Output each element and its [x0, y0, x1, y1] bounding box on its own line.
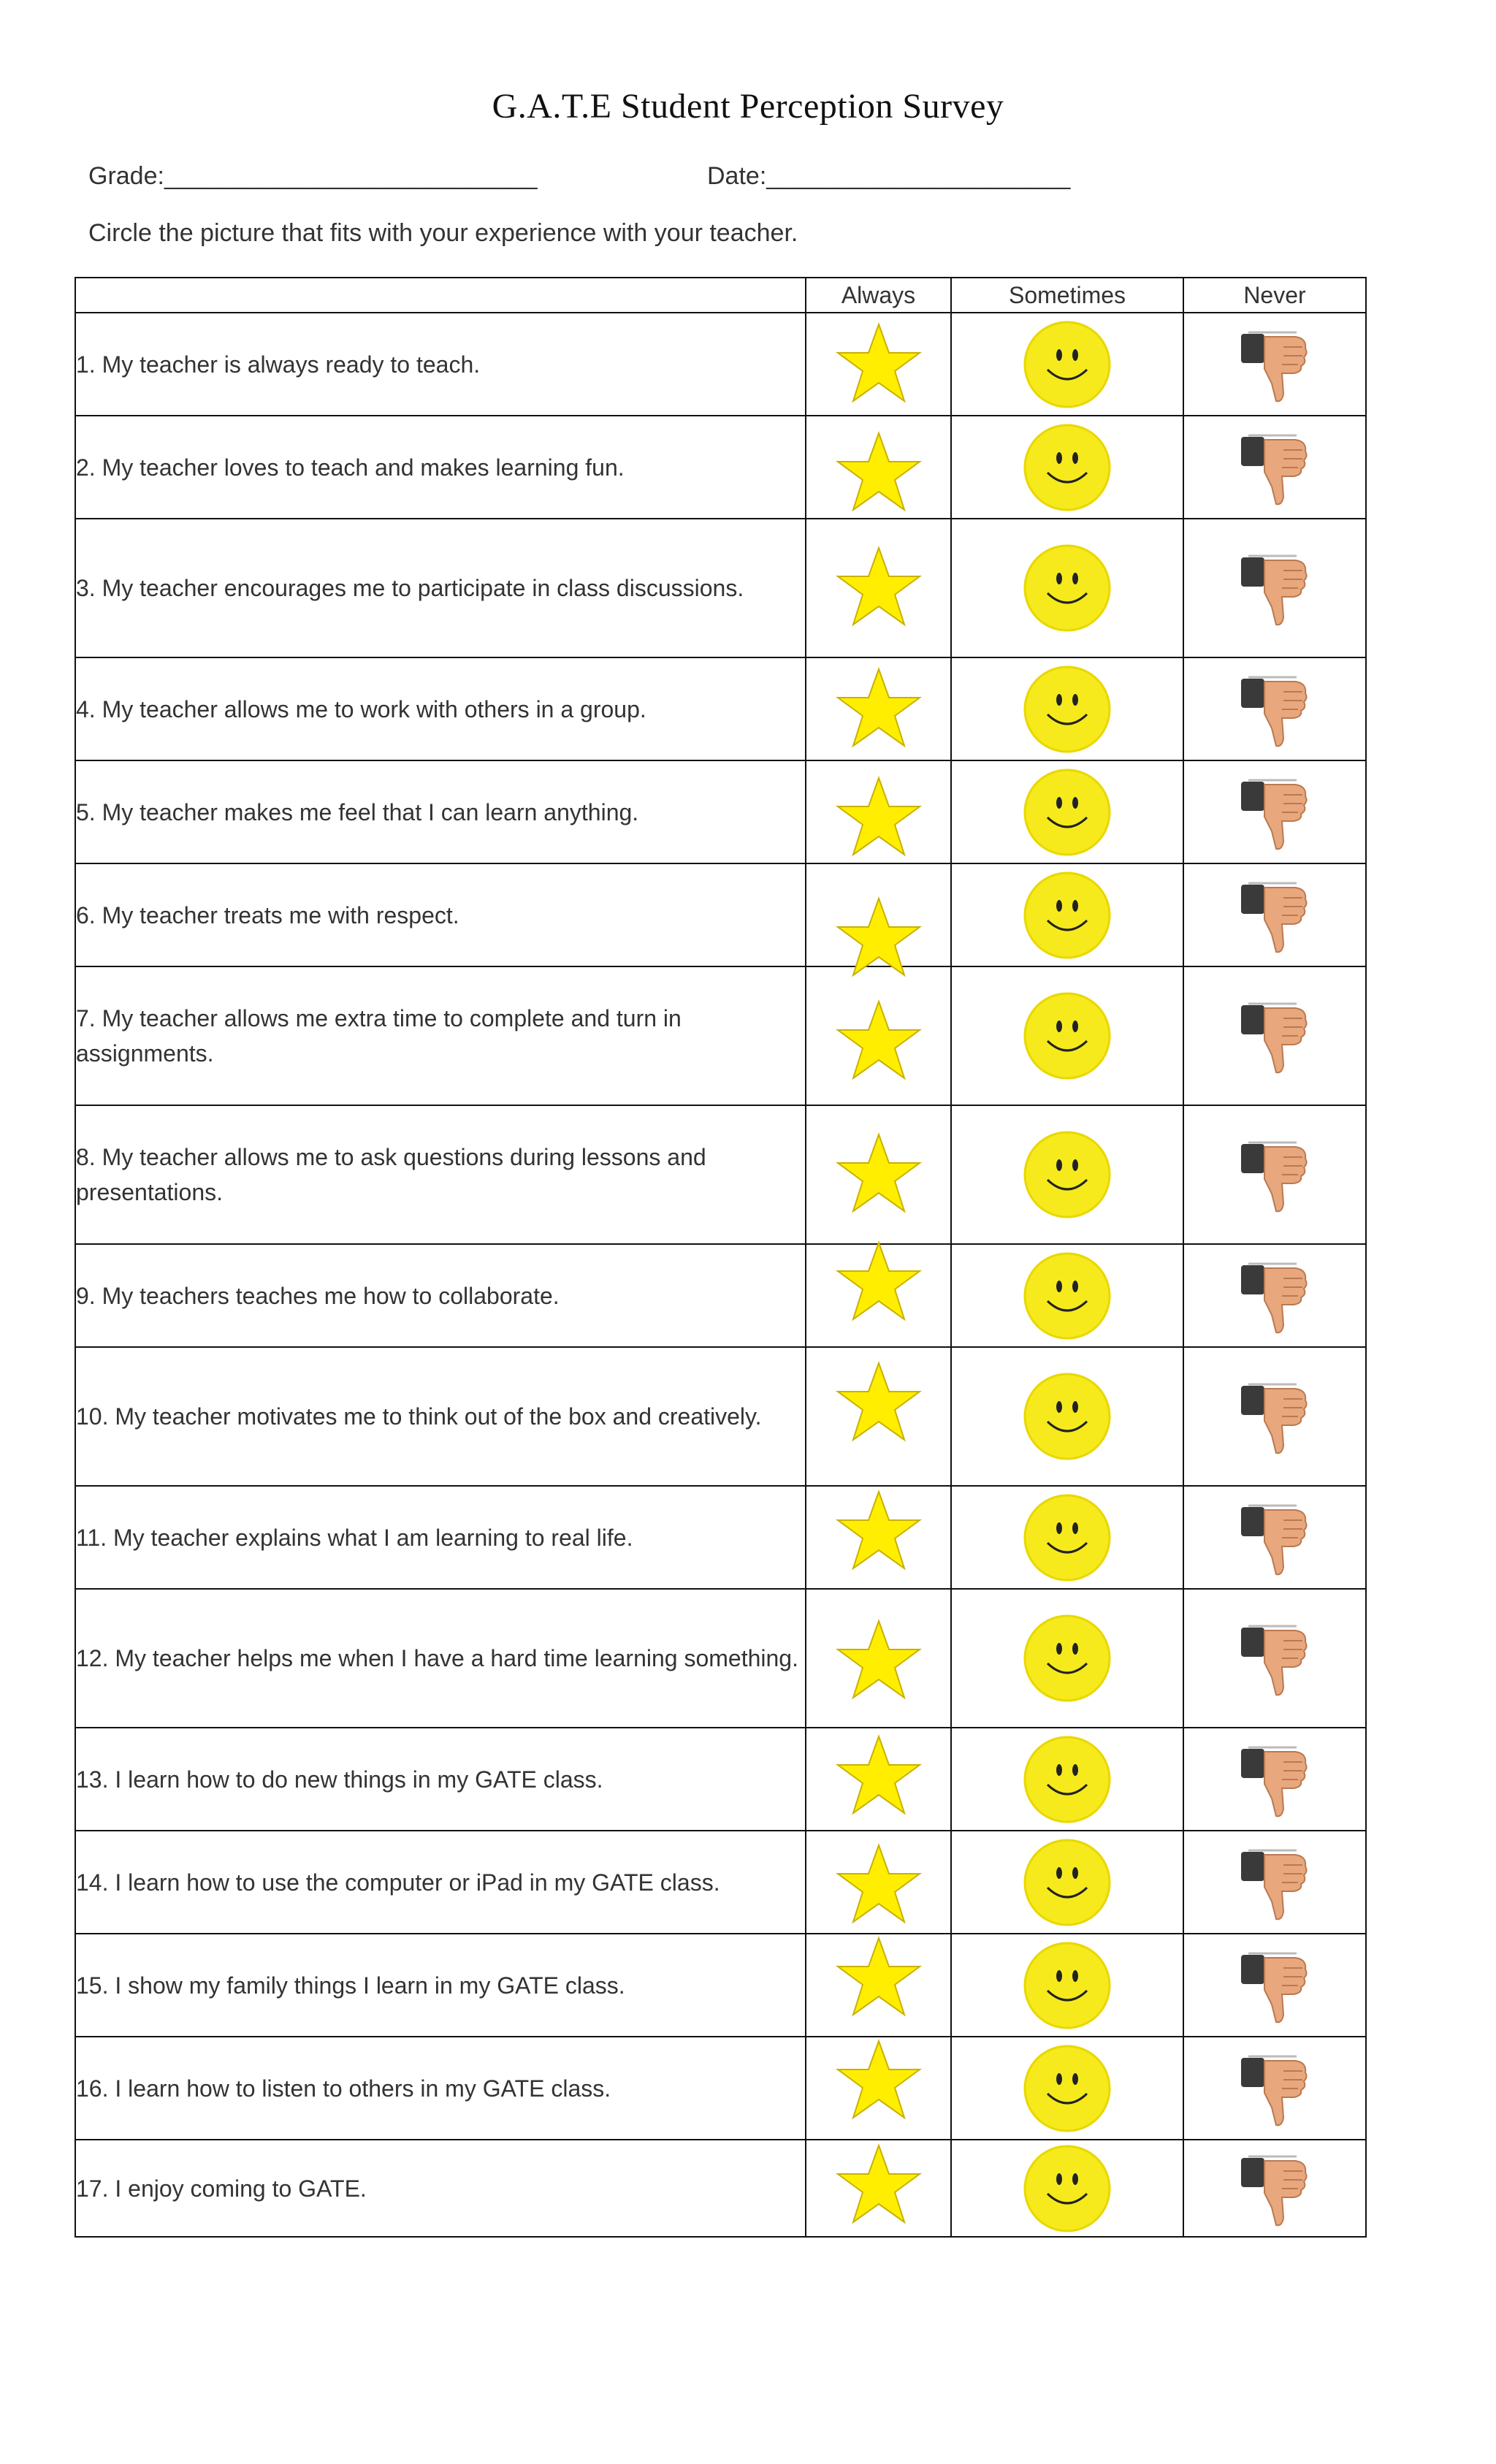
thumbs-down-icon[interactable]: [1231, 1131, 1318, 1218]
survey-row: [75, 1728, 1366, 1831]
thumbs-down-icon[interactable]: [1231, 1252, 1318, 1340]
question-text: 15. I show my family things I learn in my GATE class.: [75, 1934, 806, 2037]
star-icon[interactable]: [824, 665, 934, 753]
question-text: 6. My teacher treats me with respect.: [75, 863, 806, 966]
thumbs-down-icon[interactable]: [1231, 2145, 1318, 2232]
thumbs-down-icon[interactable]: [1231, 424, 1318, 511]
always-cell[interactable]: [806, 1934, 951, 2037]
sometimes-cell[interactable]: [951, 1105, 1183, 1244]
thumbs-down-icon[interactable]: [1231, 2045, 1318, 2132]
sometimes-cell[interactable]: [951, 313, 1183, 416]
question-text: 16. I learn how to listen to others in my GATE class.: [75, 2037, 806, 2140]
always-cell[interactable]: [806, 760, 951, 863]
question-text: 1. My teacher is always ready to teach.: [75, 313, 806, 416]
star-icon[interactable]: [824, 1617, 934, 1705]
page-title: G.A.T.E Student Perception Survey: [492, 87, 1004, 126]
sometimes-cell[interactable]: [951, 519, 1183, 657]
star-icon[interactable]: [824, 1842, 934, 1929]
never-cell[interactable]: [1183, 1244, 1366, 1347]
never-cell[interactable]: [1183, 966, 1366, 1105]
always-cell[interactable]: [806, 2037, 951, 2140]
question-text: 7. My teacher allows me extra time to complete and turn in assignments.: [75, 966, 806, 1105]
thumbs-down-icon[interactable]: [1231, 871, 1318, 959]
star-icon[interactable]: [824, 895, 934, 983]
survey-row: [75, 416, 1366, 519]
star-icon[interactable]: [824, 998, 934, 1086]
survey-table: [75, 277, 1367, 2238]
header-never: Never: [1183, 278, 1366, 313]
smiley-face-icon[interactable]: [1021, 990, 1113, 1082]
question-text: 5. My teacher makes me feel that I can learn anything.: [75, 760, 806, 863]
never-cell[interactable]: [1183, 657, 1366, 760]
star-icon[interactable]: [824, 1934, 934, 2022]
sometimes-cell[interactable]: [951, 416, 1183, 519]
sometimes-cell[interactable]: [951, 1347, 1183, 1486]
always-cell[interactable]: [806, 863, 951, 966]
header-sometimes: Sometimes: [951, 278, 1183, 313]
sometimes-cell[interactable]: [951, 760, 1183, 863]
never-cell[interactable]: [1183, 760, 1366, 863]
never-cell[interactable]: [1183, 313, 1366, 416]
always-cell[interactable]: [806, 1347, 951, 1486]
thumbs-down-icon[interactable]: [1231, 1942, 1318, 2029]
sometimes-cell[interactable]: [951, 1589, 1183, 1728]
star-icon[interactable]: [824, 1359, 934, 1447]
never-cell[interactable]: [1183, 1486, 1366, 1589]
question-text: 2. My teacher loves to teach and makes learning fun.: [75, 416, 806, 519]
thumbs-down-icon[interactable]: [1231, 665, 1318, 753]
survey-row: [75, 1934, 1366, 2037]
never-cell[interactable]: [1183, 2140, 1366, 2237]
never-cell[interactable]: [1183, 1934, 1366, 2037]
star-icon[interactable]: [824, 1131, 934, 1218]
question-text: 8. My teacher allows me to ask questions during lessons and presentations.: [75, 1105, 806, 1244]
sometimes-cell[interactable]: [951, 2037, 1183, 2140]
never-cell[interactable]: [1183, 416, 1366, 519]
smiley-face-icon[interactable]: [1021, 1836, 1113, 1929]
sometimes-cell[interactable]: [951, 1934, 1183, 2037]
sometimes-cell[interactable]: [951, 966, 1183, 1105]
sometimes-cell[interactable]: [951, 1728, 1183, 1831]
thumbs-down-icon[interactable]: [1231, 1736, 1318, 1823]
star-icon[interactable]: [824, 544, 934, 632]
thumbs-down-icon[interactable]: [1231, 768, 1318, 856]
never-cell[interactable]: [1183, 1831, 1366, 1934]
always-cell[interactable]: [806, 1486, 951, 1589]
smiley-face-icon[interactable]: [1021, 1492, 1113, 1584]
always-cell[interactable]: [806, 1831, 951, 1934]
question-text: 12. My teacher helps me when I have a hard time learning something.: [75, 1589, 806, 1728]
smiley-face-icon[interactable]: [1021, 1129, 1113, 1221]
question-text: 9. My teachers teaches me how to collaborate.: [75, 1244, 806, 1347]
question-text: 10. My teacher motivates me to think out of the box and creatively.: [75, 1347, 806, 1486]
thumbs-down-icon[interactable]: [1231, 1494, 1318, 1582]
survey-row: [75, 657, 1366, 760]
smiley-face-icon[interactable]: [1021, 766, 1113, 858]
question-text: 17. I enjoy coming to GATE.: [75, 2140, 806, 2237]
grade-field[interactable]: Grade:___________________________: [88, 162, 538, 190]
header-always: Always: [806, 278, 951, 313]
smiley-face-icon[interactable]: [1021, 1370, 1113, 1462]
survey-row: [75, 966, 1366, 1105]
survey-row: [75, 760, 1366, 863]
thumbs-down-icon[interactable]: [1231, 992, 1318, 1080]
survey-row: [75, 1589, 1366, 1728]
sometimes-cell[interactable]: [951, 1486, 1183, 1589]
never-cell[interactable]: [1183, 1347, 1366, 1486]
smiley-face-icon[interactable]: [1021, 422, 1113, 514]
sometimes-cell[interactable]: [951, 1831, 1183, 1934]
survey-row: [75, 2037, 1366, 2140]
survey-row: [75, 1105, 1366, 1244]
survey-row: [75, 313, 1366, 416]
smiley-face-icon[interactable]: [1021, 319, 1113, 411]
date-field[interactable]: Date:______________________: [707, 162, 1071, 190]
never-cell[interactable]: [1183, 1589, 1366, 1728]
star-icon[interactable]: [824, 321, 934, 408]
smiley-face-icon[interactable]: [1021, 1939, 1113, 2032]
always-cell[interactable]: [806, 313, 951, 416]
survey-row: [75, 1831, 1366, 1934]
sometimes-cell[interactable]: [951, 1244, 1183, 1347]
star-icon[interactable]: [824, 2142, 934, 2230]
thumbs-down-icon[interactable]: [1231, 1373, 1318, 1460]
smiley-face-icon[interactable]: [1021, 663, 1113, 755]
smiley-face-icon[interactable]: [1021, 542, 1113, 634]
question-text: 13. I learn how to do new things in my GATE class.: [75, 1728, 806, 1831]
smiley-face-icon[interactable]: [1021, 2143, 1113, 2235]
always-cell[interactable]: [806, 2140, 951, 2237]
survey-row: [75, 1486, 1366, 1589]
star-icon[interactable]: [824, 2037, 934, 2125]
star-icon[interactable]: [824, 1488, 934, 1576]
instruction-text: Circle the picture that fits with your experience with your teacher.: [88, 219, 798, 247]
never-cell[interactable]: [1183, 863, 1366, 966]
never-cell[interactable]: [1183, 1105, 1366, 1244]
question-text: 11. My teacher explains what I am learning to real life.: [75, 1486, 806, 1589]
thumbs-down-icon[interactable]: [1231, 1614, 1318, 1702]
always-cell[interactable]: [806, 1105, 951, 1244]
star-icon[interactable]: [824, 1733, 934, 1820]
survey-row: [75, 1244, 1366, 1347]
always-cell[interactable]: [806, 1244, 951, 1347]
survey-row: [75, 1347, 1366, 1486]
star-icon[interactable]: [824, 774, 934, 862]
survey-row: [75, 863, 1366, 966]
sometimes-cell[interactable]: [951, 863, 1183, 966]
question-text: 3. My teacher encourages me to participate in class discussions.: [75, 519, 806, 657]
always-cell[interactable]: [806, 416, 951, 519]
never-cell[interactable]: [1183, 1728, 1366, 1831]
sometimes-cell[interactable]: [951, 657, 1183, 760]
smiley-face-icon[interactable]: [1021, 1733, 1113, 1826]
always-cell[interactable]: [806, 966, 951, 1105]
header-row: [75, 278, 1366, 313]
survey-row: [75, 2140, 1366, 2237]
never-cell[interactable]: [1183, 2037, 1366, 2140]
star-icon[interactable]: [824, 1239, 934, 1327]
header-question: [75, 278, 806, 313]
question-text: 4. My teacher allows me to work with others in a group.: [75, 657, 806, 760]
thumbs-down-icon[interactable]: [1231, 1839, 1318, 1926]
never-cell[interactable]: [1183, 519, 1366, 657]
always-cell[interactable]: [806, 1589, 951, 1728]
sometimes-cell[interactable]: [951, 2140, 1183, 2237]
smiley-face-icon[interactable]: [1021, 869, 1113, 961]
survey-row: [75, 519, 1366, 657]
always-cell[interactable]: [806, 657, 951, 760]
always-cell[interactable]: [806, 1728, 951, 1831]
star-icon[interactable]: [824, 430, 934, 517]
thumbs-down-icon[interactable]: [1231, 544, 1318, 632]
smiley-face-icon[interactable]: [1021, 2042, 1113, 2135]
smiley-face-icon[interactable]: [1021, 1250, 1113, 1342]
thumbs-down-icon[interactable]: [1231, 321, 1318, 408]
question-text: 14. I learn how to use the computer or iPad in my GATE class.: [75, 1831, 806, 1934]
always-cell[interactable]: [806, 519, 951, 657]
smiley-face-icon[interactable]: [1021, 1612, 1113, 1704]
